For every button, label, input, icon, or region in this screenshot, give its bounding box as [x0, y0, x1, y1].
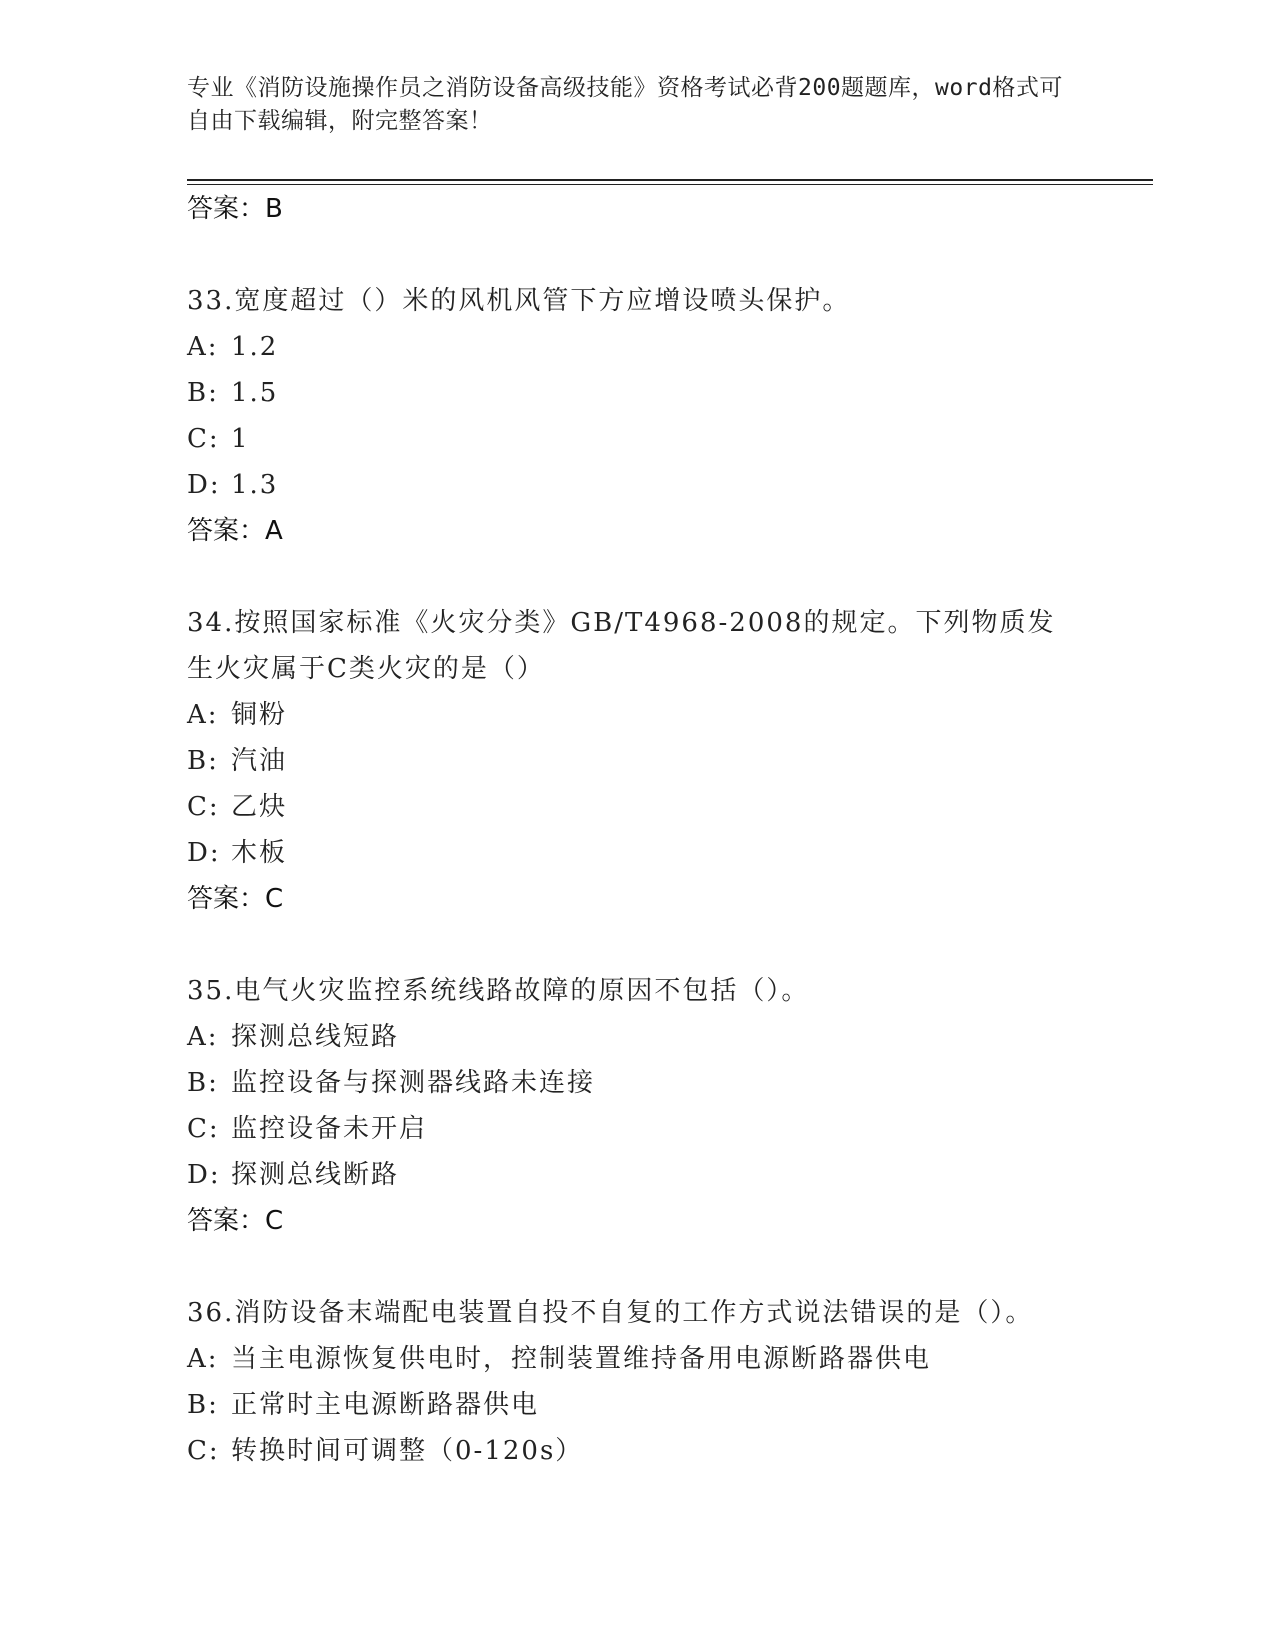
answer-line: 答案：B: [187, 194, 283, 224]
option-letter: D:: [187, 1160, 221, 1190]
option-letter: A:: [187, 1022, 219, 1052]
option-text: 木板: [231, 838, 288, 868]
option-line: [187, 1152, 1087, 1198]
option-text: 1: [231, 424, 250, 454]
option-letter: A:: [187, 332, 219, 362]
option-line: [187, 370, 1087, 416]
question-list: [187, 186, 1087, 1474]
option-text: 当主电源恢复供电时，控制装置维持备用电源断路器供电: [231, 1344, 932, 1374]
option-text: 监控设备未开启: [231, 1114, 428, 1144]
question-text: 35.电气火灾监控系统线路故障的原因不包括（）。: [187, 976, 810, 1006]
question-text: 33.宽度超过（）米的风机风管下方应增设喷头保护。: [187, 286, 851, 316]
option-letter: D:: [187, 838, 221, 868]
option-text: 1.3: [231, 470, 279, 500]
option-text: 正常时主电源断路器供电: [231, 1390, 540, 1420]
header-divider-thin: [187, 184, 1153, 185]
option-letter: D:: [187, 470, 221, 500]
option-letter: A:: [187, 700, 219, 730]
option-line: [187, 738, 1087, 784]
option-letter: A:: [187, 1344, 219, 1374]
option-letter: B:: [187, 1390, 219, 1420]
question-text: 34.按照国家标准《火灾分类》GB/T4968-2008的规定。下列物质发生火灾属于C类火灾的是（）: [187, 608, 1056, 684]
option-line: [187, 416, 1087, 462]
option-line: [187, 692, 1087, 738]
option-line: [187, 1014, 1087, 1060]
option-text: 1.2: [231, 332, 279, 362]
option-line: [187, 462, 1087, 508]
answer-line: 答案：C: [187, 884, 284, 914]
option-letter: B:: [187, 378, 219, 408]
answer-line: 答案：C: [187, 1206, 284, 1236]
option-text: 转换时间可调整（0-120s）: [231, 1436, 584, 1466]
option-text: 汽油: [231, 746, 288, 776]
option-text: 铜粉: [231, 700, 288, 730]
option-letter: C:: [187, 424, 220, 454]
option-text: 探测总线短路: [231, 1022, 400, 1052]
option-letter: C:: [187, 792, 220, 822]
header-divider-thick: [187, 179, 1153, 181]
option-line: [187, 324, 1087, 370]
option-letter: C:: [187, 1436, 220, 1466]
option-letter: B:: [187, 1068, 219, 1098]
option-line: [187, 1106, 1087, 1152]
question-text: 36.消防设备末端配电装置自投不自复的工作方式说法错误的是（）。: [187, 1298, 1034, 1328]
page-header: 专业《消防设施操作员之消防设备高级技能》资格考试必背200题题库，word格式可自由下载编辑，附完整答案！: [187, 75, 1063, 134]
option-letter: C:: [187, 1114, 220, 1144]
option-text: 乙炔: [231, 792, 288, 822]
option-text: 监控设备与探测器线路未连接: [231, 1068, 596, 1098]
option-line: [187, 830, 1087, 876]
option-line: [187, 1428, 1087, 1474]
answer-line: 答案：A: [187, 516, 283, 546]
option-line: [187, 1060, 1087, 1106]
option-text: 探测总线断路: [231, 1160, 400, 1190]
option-text: 1.5: [231, 378, 279, 408]
option-line: [187, 784, 1087, 830]
option-letter: B:: [187, 746, 219, 776]
option-line: [187, 1336, 1087, 1382]
option-line: [187, 1382, 1087, 1428]
